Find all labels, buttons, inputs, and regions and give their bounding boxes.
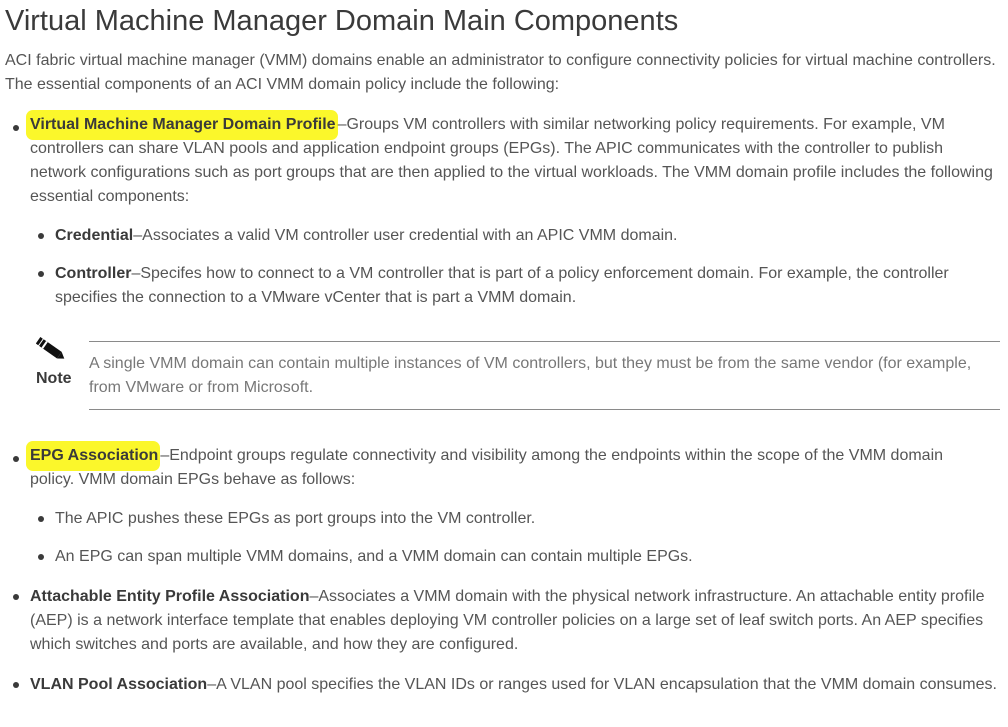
description: A VLAN pool specifies the VLAN IDs or ranges used for VLAN encapsulation that the VMM domain consumes.	[216, 676, 997, 693]
list-item-aep-association	[30, 585, 998, 657]
note-bottom-rule	[89, 409, 1000, 410]
bullet	[38, 516, 44, 522]
description: Endpoint groups regulate connectivity and visibility among the endpoints within the scope of the VMM domain policy. VMM domain EPGs behave as follows:	[30, 447, 944, 488]
bullet	[13, 125, 19, 131]
term-credential: Credential	[55, 227, 134, 244]
list-item-vlan-pool-association	[30, 673, 998, 697]
note-top-rule	[89, 341, 1000, 342]
dash: –	[133, 227, 143, 244]
intro-paragraph: ACI fabric virtual machine manager (VMM) domains enable an administrator to configure connectivity policies for virtual machine controllers. The essential components of an ACI VMM domain policy include the following:	[5, 52, 996, 93]
term-vlan-pool-association: VLAN Pool Association	[30, 676, 208, 693]
pencil-note-icon	[36, 337, 68, 363]
term-epg-association: EPG Association	[26, 441, 160, 471]
dash: –	[131, 265, 141, 282]
description: Groups VM controllers with similar networking policy requirements. For example, VM controllers can share VLAN pools and application endpoint groups (EPGs). The APIC communicates with the controller to publish network configurations such as port groups that are then applied to the virtual workloads. The VMM domain profile includes the following essential components:	[30, 116, 993, 205]
list-item-vmm-domain-profile	[30, 113, 998, 209]
description: Associates a valid VM controller user credential with an APIC VMM domain.	[142, 227, 678, 244]
description: Associates a VMM domain with the physical network infrastructure. An attachable entity profile (AEP) is a network interface template that enables deploying VM controller policies on a large set of leaf switch ports. An AEP specifies which switches and ports are available, and how they are configured.	[30, 588, 985, 653]
sub-item-epg-span: An EPG can span multiple VMM domains, and a VMM domain can contain multiple EPGs.	[55, 548, 693, 565]
dash: –	[337, 116, 347, 133]
bullet	[38, 233, 44, 239]
note-label: Note	[36, 370, 72, 387]
description: Specifes how to connect to a VM controller that is part of a policy enforcement domain. For example, the controller specifies the connection to a VMware vCenter that is part a VMM domain.	[55, 265, 949, 306]
note-text: A single VMM domain can contain multiple instances of VM controllers, but they must be from the same vendor (for example, from VMware or from Microsoft.	[89, 355, 972, 396]
term-aep-association: Attachable Entity Profile Association	[30, 588, 310, 605]
sub-item-controller	[55, 262, 1007, 310]
bullet	[38, 271, 44, 277]
term-vmm-domain-profile: Virtual Machine Manager Domain Profile	[26, 110, 338, 140]
list-item-epg-association	[30, 444, 990, 492]
term-controller: Controller	[55, 265, 132, 282]
bullet	[13, 456, 19, 462]
sub-item-apic-pushes: The APIC pushes these EPGs as port groups into the VM controller.	[55, 510, 536, 527]
dash: –	[160, 447, 170, 464]
bullet	[13, 594, 19, 600]
dash: –	[207, 676, 217, 693]
dash: –	[309, 588, 319, 605]
sub-item-credential	[55, 224, 1000, 248]
bullet	[38, 554, 44, 560]
bullet	[13, 682, 19, 688]
page-title: Virtual Machine Manager Domain Main Components	[5, 5, 679, 37]
